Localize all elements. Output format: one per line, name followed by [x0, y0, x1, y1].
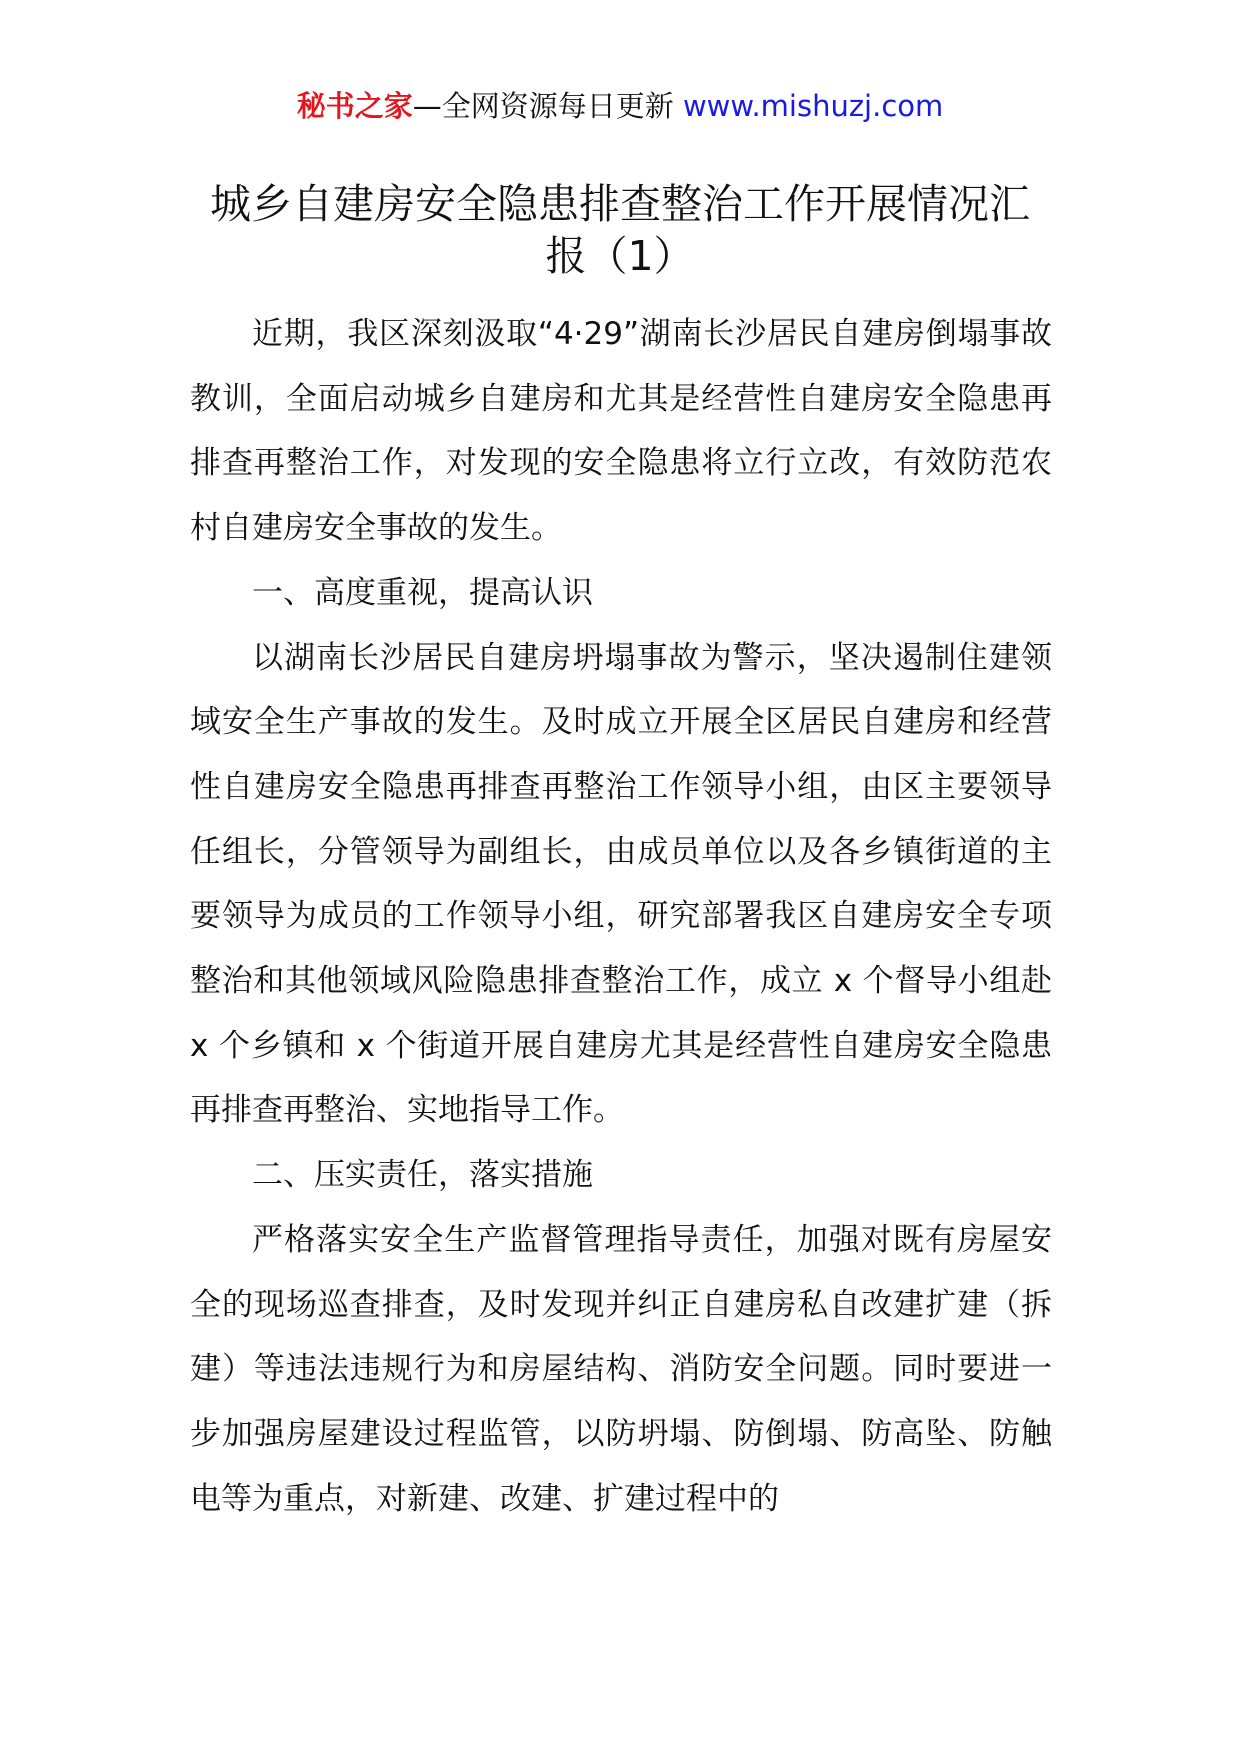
section-2-paragraph: 严格落实安全生产监督管理指导责任，加强对既有房屋安全的现场巡查排查，及时发现并纠正自建房私自改建扩建（拆建）等违法违规行为和房屋结构、消防安全问题。同时要进一步加强房屋建设过程监管，以防坍塌、防倒塌、防高坠、防触电等为重点，对新建、改建、扩建过程中的: [190, 1221, 1052, 1517]
site-brand: 秘书之家: [296, 89, 413, 123]
site-tagline: —全网资源每日更新: [412, 89, 674, 123]
section-heading-1: 一、高度重视，提高认识: [252, 574, 593, 611]
document-title: 城乡自建房安全隐患排查整治工作开展情况汇报（1）: [210, 180, 1030, 280]
document-body: [190, 302, 1052, 1531]
intro-paragraph: 近期，我区深刻汲取“4·29”湖南长沙居民自建房倒塌事故教训，全面启动城乡自建房和尤其是经营性自建房安全隐患再排查再整治工作，对发现的安全隐患将立行立改，有效防范农村自建房安全事故的发生。: [190, 316, 1052, 547]
site-header: [0, 86, 1240, 126]
section-heading-2: 二、压实责任，落实措施: [252, 1157, 593, 1194]
site-url-link[interactable]: www.mishuzj.com: [682, 89, 944, 123]
section-1-paragraph: 以湖南长沙居民自建房坍塌事故为警示，坚决遏制住建领域安全生产事故的发生。及时成立开展全区居民自建房和经营性自建房安全隐患再排查再整治工作领导小组，由区主要领导任组长，分管领导为副组长，由成员单位以及各乡镇街道的主要领导为成员的工作领导小组，研究部署我区自建房安全专项整治和其他领域风险隐患排查整治工作，成立 x 个督导小组赴 x 个乡镇和 x 个街道开展自建房尤其是经营性自建房安全隐患再排查再整治、实地指导工作。: [190, 639, 1052, 1129]
